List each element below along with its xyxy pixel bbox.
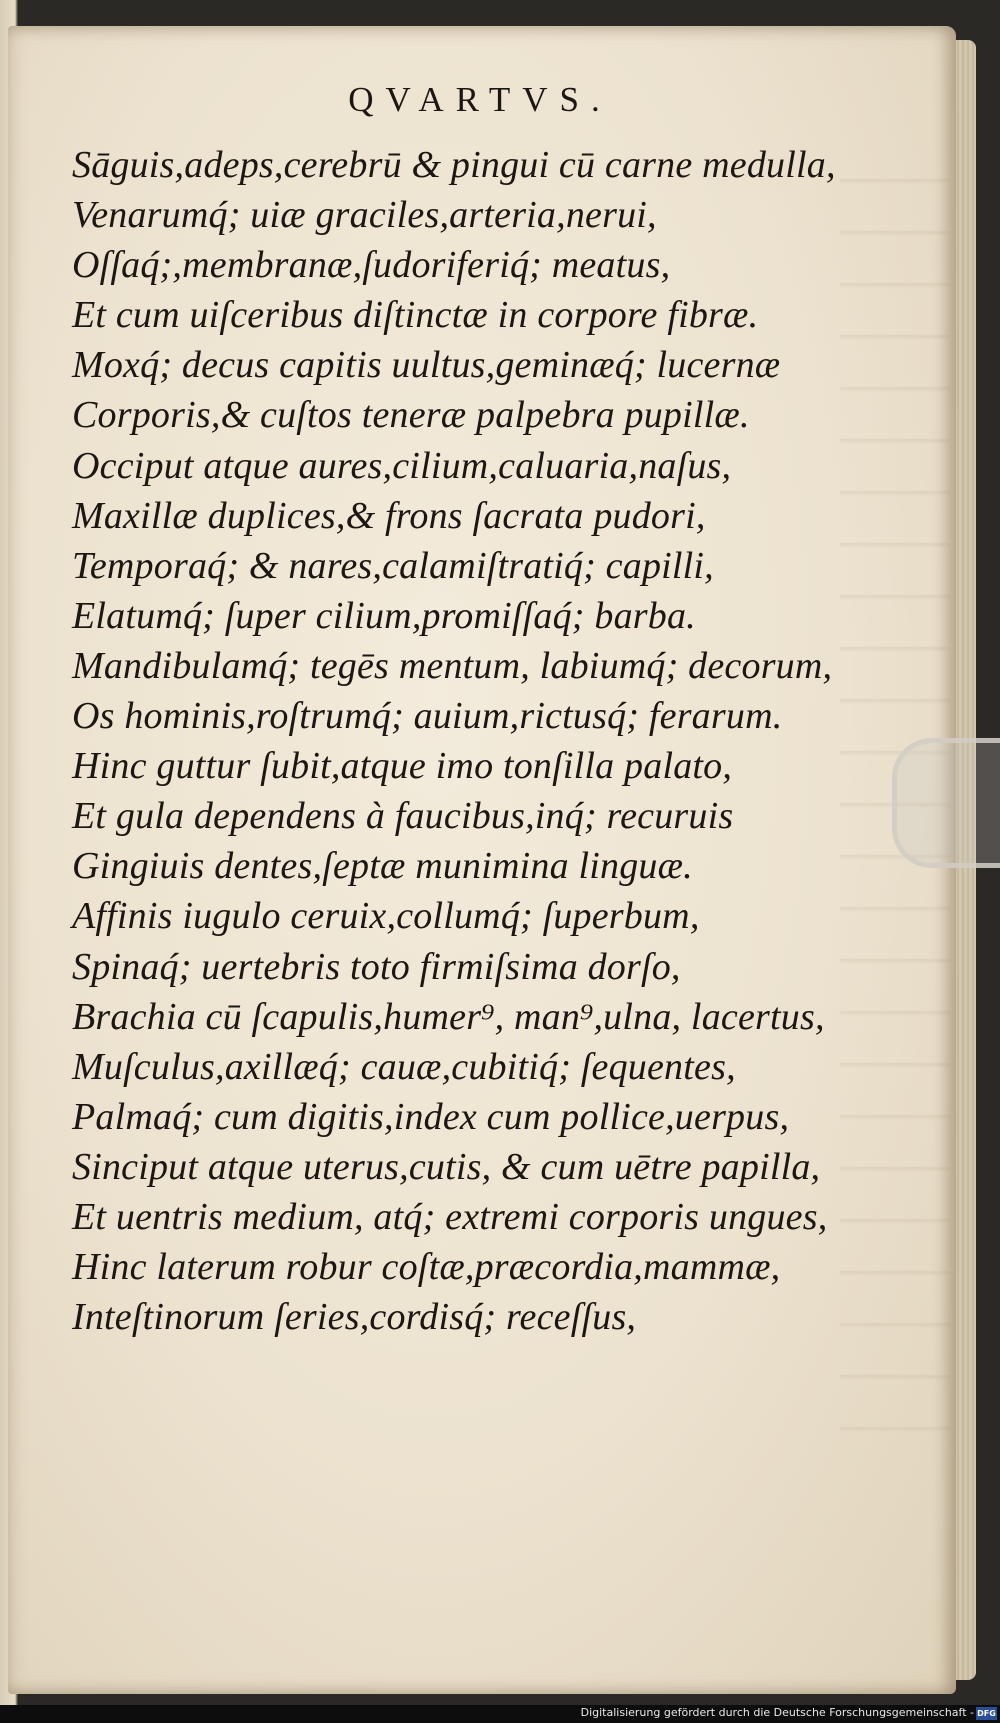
- verse-line: Corporis,& cuſtos teneræ palpebra pupillæ.: [72, 394, 750, 437]
- verse-line: Hinc laterum robur coſtæ,præcordia,mammæ,: [72, 1246, 781, 1289]
- verse-block: [72, 140, 912, 1342]
- verse-line: Mandibulamq́; tegēs mentum, labiumq́; decorum,: [72, 644, 833, 687]
- verse-line: Moxq́; decus capitis uultus,geminæq́; lucernæ: [72, 344, 781, 387]
- verse-line: Inteſtinorum ſeries,cordisq́; receſſus,: [72, 1296, 637, 1339]
- verse-line: Muſculus,axillæq́; cauæ,cubitiq́; ſequentes,: [72, 1045, 736, 1088]
- verse-line: Sāguis,adeps,cerebrū & pingui cū carne medulla,: [72, 144, 836, 186]
- verse-line: Gingiuis dentes,ſeptæ munimina linguæ.: [72, 845, 693, 888]
- verse-line: Os hominis,roſtrumq́; auium,rictusq́; ferarum.: [72, 695, 783, 738]
- verse-line: Et cum uiſceribus diſtinctæ in corpore fibræ.: [72, 294, 759, 337]
- verse-line: Affinis iugulo ceruix,collumq́; ſuperbum,: [72, 895, 700, 938]
- running-title: QVARTVS.: [348, 80, 612, 119]
- verse-line: Palmaq́; cum digitis,index cum pollice,uerpus,: [72, 1095, 790, 1138]
- verse-line: Et uentris medium, atq́; extremi corporis ungues,: [72, 1195, 828, 1238]
- verse-line: Temporaq́; & nares,calamiſtratiq́; capilli,: [72, 544, 714, 587]
- verse-line: Sinciput atque uterus,cutis, & cum uētre papilla,: [72, 1145, 821, 1188]
- verse-line: Venarumq́; uiæ graciles,arteria,nerui,: [72, 194, 657, 237]
- funding-credit: Digitalisierung gefördert durch die Deutsche Forschungsgemeinschaft -: [580, 1706, 974, 1719]
- verse-line: Et gula dependens à faucibus,inq́; recuruis: [72, 795, 734, 838]
- verse-line: Hinc guttur ſubit,atque imo tonſilla palato,: [72, 745, 733, 788]
- verse-line: Spinaq́; uertebris toto firmiſsima dorſo,: [72, 945, 681, 988]
- verse-line: Oſſaq́;,membranæ,ſudoriferiq́; meatus,: [72, 244, 671, 287]
- verse-line: Maxillæ duplices,& frons ſacrata pudori,: [72, 494, 706, 537]
- verse-line: Elatumq́; ſuper cilium,promiſſaq́; barba.: [72, 594, 696, 637]
- dfg-logo: DFG: [977, 1709, 996, 1718]
- verse-line: Brachia cū ſcapulis,humer⁹, man⁹,ulna, lacertus,: [72, 995, 825, 1038]
- verse-line: Occiput atque aures,cilium,caluaria,naſus,: [72, 444, 732, 487]
